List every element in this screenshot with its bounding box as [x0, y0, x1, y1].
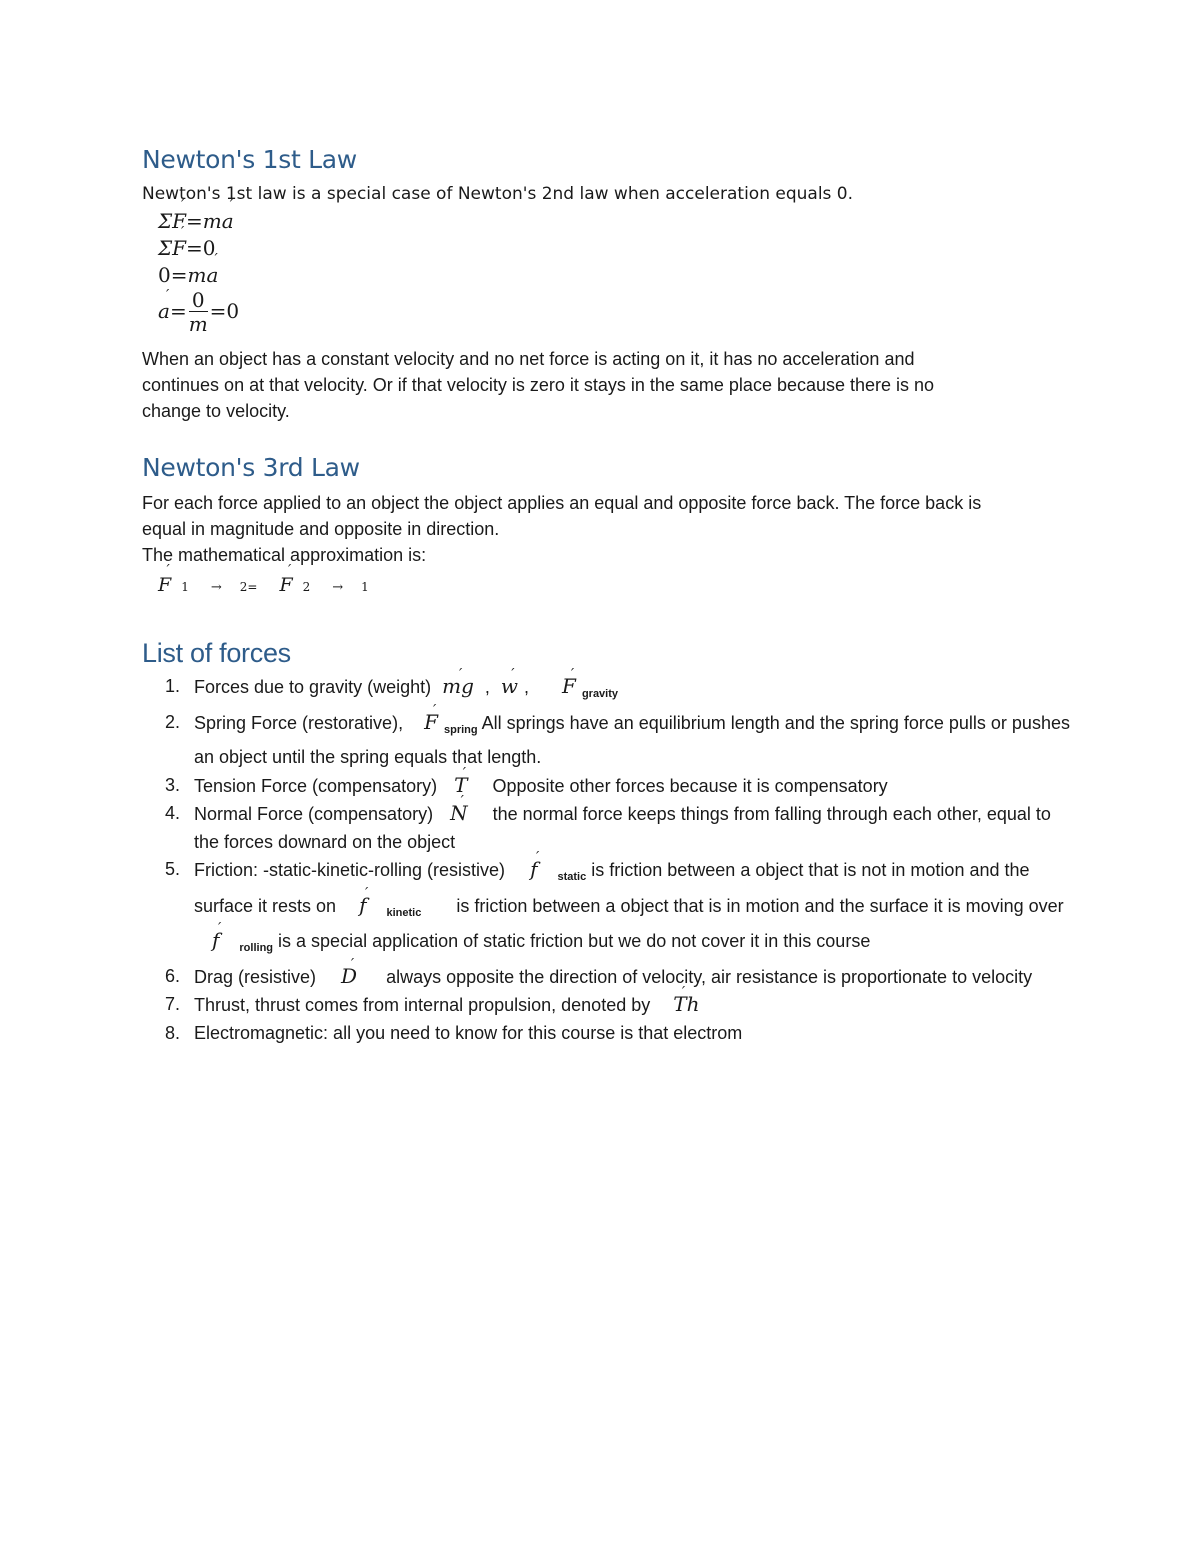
- list-item: 1. Forces due to gravity (weight) ´ mg , ´ w , ´ F $_{gravity}$: [158, 673, 1078, 709]
- normal-symbol: ´ N: [450, 800, 468, 828]
- equation-2: Σ´ F=0: [158, 236, 216, 260]
- list-item: 8. Electromagnetic: all you need to know for this course is that electrom: [164, 1022, 743, 1043]
- list-item: 3. Tension Force (compensatory) ´ T Opposite other forces because it is compensatory: [158, 772, 1078, 801]
- first-law-intro: Newton's 1st law is a special case of Newton's 2nd law when acceleration equals 0.: [142, 184, 854, 204]
- thrust-symbol: ´ Th: [673, 992, 699, 1016]
- equation-4: ´ a= $\frac{0}{m}$ =0: [158, 289, 239, 336]
- f-gravity-symbol: ´ F: [562, 673, 576, 701]
- list-item: 2. Spring Force (restorative), ´ F $_{spring}$ All springs have an equilibrium length and the spring force pulls or pushes an object until the spring equals that length.: [158, 709, 1078, 772]
- list-item: 7. Thrust, thrust comes from internal propulsion, denoted by ´ Th: [158, 991, 1078, 1020]
- fraction-numerator: 0: [189, 289, 208, 312]
- f-spring-symbol: ´ F: [424, 709, 438, 737]
- first-law-paragraph-line-2: continues on at that velocity. Or if that velocity is zero it stays in the same place because there is no: [142, 375, 935, 395]
- mg-symbol: ´ mg: [442, 673, 474, 701]
- third-law-line-2: equal in magnitude and opposite in direction.: [142, 519, 500, 539]
- fraction: [189, 289, 208, 336]
- heading-list-of-forces: List of forces: [142, 638, 291, 668]
- third-law-line-3: The mathematical approximation is:: [142, 545, 427, 565]
- f-static-symbol: ´ f: [530, 856, 537, 884]
- fraction-denominator: m: [188, 312, 208, 336]
- third-law-line-1: For each force applied to an object the object applies an equal and opposite force back. The force back is: [142, 493, 982, 513]
- list-item: 4. Normal Force (compensatory) ´ N the normal force keeps things from falling through each other, equal to the forces downard on the object: [158, 800, 1078, 856]
- third-law-equation: ´ F 1 → 2=´ F 2 → 1: [158, 574, 369, 596]
- drag-symbol: ´ D: [341, 963, 357, 991]
- list-item: 6. Drag (resistive) ´ D always opposite the direction of velocity, air resistance is proportionate to velocity: [158, 963, 1078, 992]
- heading-newtons-third-law: Newton's 3rd Law: [142, 453, 360, 482]
- first-law-paragraph-line-1: When an object has a constant velocity and no net force is acting on it, it has no acceleration and: [142, 349, 915, 369]
- list-item: 5. Friction: -static-kinetic-rolling (resistive) ´ f $_{static}$ is friction between a object that is not in motion and the surface it rests on ´ f $_{kinetic}$ is friction between a object that is in motion and the surface it is moving over ´ f $_{rolling}$ is a special application of static friction but we do not cover it in this course: [158, 856, 1078, 963]
- equation-1: Σ´ F=m´ a: [158, 209, 234, 233]
- first-law-paragraph-line-3: change to velocity.: [142, 401, 290, 421]
- equation-3: 0=m´ a: [158, 263, 218, 287]
- f-kinetic-symbol: ´ f: [359, 892, 366, 920]
- forces-list: [158, 673, 1078, 1047]
- w-symbol: ´ w: [501, 673, 518, 701]
- f-rolling-symbol: ´ f: [212, 927, 219, 955]
- tension-symbol: ´ T: [454, 772, 467, 800]
- heading-newtons-first-law: Newton's 1st Law: [142, 145, 357, 174]
